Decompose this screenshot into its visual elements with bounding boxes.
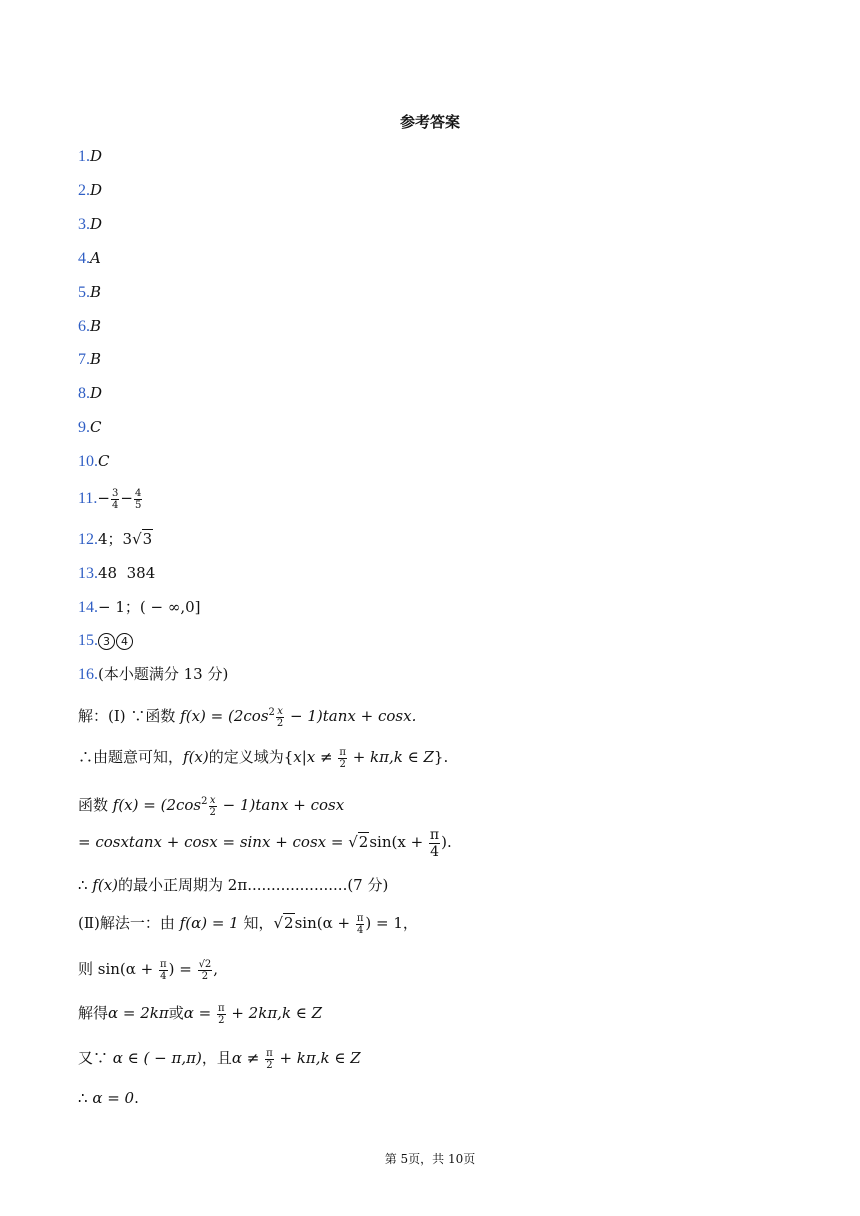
answer-number: 15. [78, 632, 98, 649]
math: ) = 1， [365, 914, 418, 932]
circled-number: 3 [98, 633, 115, 650]
math: f(x) [183, 748, 209, 766]
denominator: 2 [276, 717, 284, 729]
text: 函数 [78, 796, 113, 814]
answer-16 [78, 665, 228, 684]
math: 则 sin(α + [78, 960, 159, 978]
circled-number: 4 [116, 633, 133, 650]
solution-line-6 [78, 910, 418, 936]
math: − 1)tanx + cosx [217, 796, 345, 814]
text: 解：(Ⅰ) ∵函数 [78, 707, 181, 725]
fraction [338, 747, 347, 770]
solution-line-4 [78, 826, 452, 860]
denominator: 2 [266, 1059, 273, 1071]
answer-value: D [90, 215, 103, 233]
math: α = 2kπ [108, 1004, 169, 1022]
numerator: 3 [111, 487, 119, 499]
text: . [134, 1089, 139, 1107]
answer-1 [78, 147, 102, 166]
fraction [276, 706, 284, 729]
text: 或 [168, 1004, 184, 1022]
fraction [265, 1048, 274, 1071]
sqrt-sign: √ [132, 530, 142, 548]
math: ) = [168, 960, 197, 978]
denominator: 4 [356, 924, 364, 936]
answer-number: 6. [78, 318, 90, 335]
fraction [111, 488, 119, 511]
answer-8 [78, 384, 102, 403]
answer-6 [78, 317, 101, 336]
answer-9 [78, 418, 101, 437]
answer-value: (本小题满分 13 分) [98, 665, 229, 683]
exponent: 2 [201, 796, 208, 807]
answer-number: 3. [78, 216, 90, 233]
solution-line-7 [78, 956, 218, 982]
numerator: π [339, 746, 346, 758]
math: α = [183, 1004, 216, 1022]
math: α = 0 [92, 1089, 135, 1107]
radicand: 2 [358, 833, 369, 851]
answer-number: 4. [78, 250, 90, 267]
math: sin(α + [294, 914, 355, 932]
solution-line-1 [78, 700, 416, 729]
answer-4 [78, 249, 101, 268]
numerator: 4 [134, 487, 142, 499]
solution-line-8 [78, 1000, 322, 1026]
answer-number: 1. [78, 148, 90, 165]
fraction [159, 959, 168, 982]
answer-number: 9. [78, 419, 90, 436]
answer-3 [78, 215, 102, 234]
answer-number: 5. [78, 284, 90, 301]
math: − 1)tanx + cosx. [285, 707, 417, 725]
exponent: 2 [268, 707, 275, 718]
numerator: x [209, 794, 216, 806]
denominator: 2 [218, 1014, 225, 1026]
solution-line-10 [78, 1088, 139, 1108]
fraction [356, 913, 365, 936]
fraction [217, 1003, 226, 1026]
math: f(x) [92, 876, 119, 894]
solution-line-5 [78, 875, 388, 895]
math: = cosxtanx + cosx = sinx + cosx = √ [78, 833, 358, 851]
math: α ≠ [231, 1049, 265, 1067]
denominator: 4 [430, 843, 439, 860]
numerator: x [277, 705, 283, 717]
math: + kπ,k ∈ Z [347, 748, 434, 766]
answer-number: 10. [78, 453, 98, 470]
numerator: π [429, 826, 440, 843]
answer-value: D [90, 147, 103, 165]
fraction [198, 959, 213, 982]
text: (Ⅱ)解法一：由 [78, 914, 180, 932]
fraction [429, 827, 440, 860]
answer-value: − 1；( − ∞,0] [98, 598, 201, 616]
math: + 2kπ,k ∈ Z [226, 1004, 323, 1022]
radicand: 2 [284, 914, 294, 932]
fraction [209, 795, 217, 818]
answer-13 [78, 564, 155, 583]
text: 知，√ [238, 914, 284, 932]
minus-sign: − [120, 489, 133, 507]
answer-value: 4；3 [98, 530, 133, 548]
text: 解得 [78, 1004, 109, 1022]
answer-value: B [90, 350, 102, 368]
answer-10 [78, 452, 109, 471]
answer-number: 14. [78, 599, 98, 616]
answer-value: 48 384 [98, 564, 156, 582]
page-title: 参考答案 [399, 113, 460, 131]
answer-number: 2. [78, 182, 90, 199]
answer-number: 16. [78, 666, 98, 683]
math: ). [441, 833, 452, 851]
numerator: π [218, 1002, 225, 1014]
denominator: 4 [111, 499, 119, 511]
math: x|x ≠ [293, 748, 338, 766]
page-footer: 第 5页，共 10页 [384, 1152, 476, 1166]
denominator: 2 [201, 970, 209, 982]
text: ∴由题意可知， [78, 748, 184, 766]
answer-5 [78, 283, 101, 302]
math: + kπ,k ∈ Z [274, 1049, 361, 1067]
math: f(x) = (2cos [112, 796, 202, 814]
answer-value: C [90, 418, 102, 436]
solution-line-2 [78, 744, 448, 770]
numerator: √2 [198, 958, 212, 970]
solution-line-9 [78, 1045, 361, 1071]
answer-number: 8. [78, 385, 90, 402]
answer-12 [78, 530, 153, 549]
text: ∴ [78, 876, 93, 894]
answer-value: A [90, 249, 101, 267]
denominator: 4 [160, 970, 167, 982]
minus-sign: − [97, 489, 110, 507]
denominator: 2 [209, 806, 216, 818]
numerator: π [160, 958, 167, 970]
text: 又∵ [78, 1049, 113, 1067]
answer-14 [78, 598, 201, 617]
math: f(α) = 1 [179, 914, 239, 932]
numerator: π [356, 912, 364, 924]
answer-number: 7. [78, 351, 90, 368]
answer-2 [78, 181, 102, 200]
answer-7 [78, 350, 101, 369]
radicand: 3 [142, 530, 153, 548]
math: , [213, 960, 219, 978]
text: 的最小正周期为 2π.....................(7 分) [118, 876, 389, 894]
math: α ∈ ( − π,π) [112, 1049, 202, 1067]
answer-11 [78, 485, 143, 512]
answer-value: D [90, 384, 103, 402]
text: ，且 [201, 1049, 232, 1067]
fraction [134, 488, 142, 511]
math: f(x) = (2cos [180, 707, 269, 725]
text: }. [433, 748, 449, 766]
text: ∴ [78, 1089, 93, 1107]
answer-number: 13. [78, 565, 98, 582]
text: 的定义域为{ [208, 748, 294, 766]
answer-value: D [90, 181, 103, 199]
math: sin(x + [369, 833, 428, 851]
numerator: π [266, 1047, 273, 1059]
answer-value: B [90, 283, 102, 301]
answer-number: 11. [78, 490, 98, 507]
denominator: 5 [134, 499, 142, 511]
answer-value: C [98, 452, 110, 470]
denominator: 2 [339, 758, 346, 770]
solution-line-3 [78, 789, 344, 818]
answer-number: 12. [78, 531, 98, 548]
answer-value: B [90, 317, 102, 335]
answer-15 [78, 631, 134, 650]
